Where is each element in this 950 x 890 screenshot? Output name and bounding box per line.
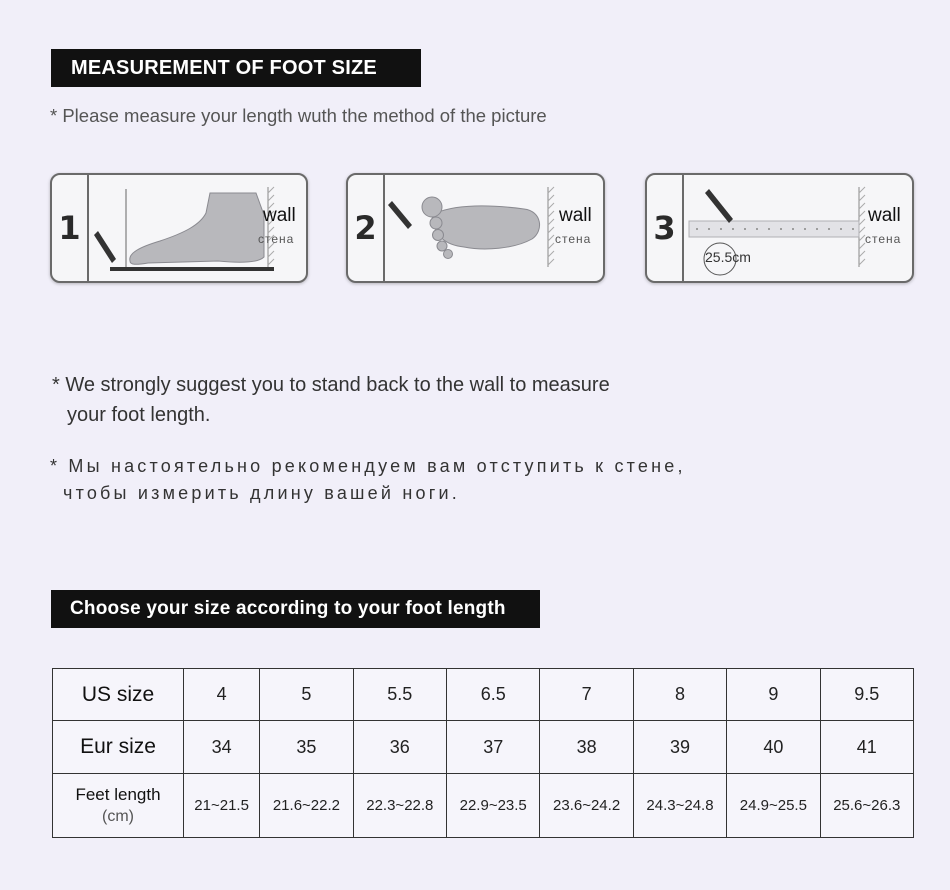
step-2-card bbox=[346, 173, 605, 283]
wall-label: wall bbox=[868, 205, 901, 226]
foot-top-icon bbox=[384, 175, 604, 281]
suggestion-ru-line1: * Мы настоятельно рекомендуем вам отступить к стене, bbox=[50, 456, 686, 476]
table-cell: 21.6~22.2 bbox=[260, 774, 353, 838]
table-row-feet-length bbox=[53, 774, 914, 838]
table-cell: 4 bbox=[184, 669, 260, 721]
size-chart-table bbox=[52, 668, 914, 838]
step-number: 3 bbox=[647, 175, 684, 281]
table-cell: 23.6~24.2 bbox=[540, 774, 633, 838]
table-cell: 39 bbox=[633, 721, 726, 774]
table-cell: 24.9~25.5 bbox=[727, 774, 820, 838]
row-header bbox=[53, 721, 184, 774]
table-cell: 25.6~26.3 bbox=[820, 774, 913, 838]
wall-label: wall bbox=[559, 205, 592, 226]
suggestion-ru-line2: чтобы измерить длину вашей ноги. bbox=[63, 483, 460, 503]
row-label: US size bbox=[81, 682, 155, 706]
measure-method-note: * Please measure your length wuth the method of the picture bbox=[50, 105, 547, 126]
row-label: Eur size bbox=[80, 735, 156, 758]
table-cell: 40 bbox=[727, 721, 820, 774]
table-cell: 9 bbox=[727, 669, 820, 721]
step-number: 2 bbox=[348, 175, 385, 281]
foot-side-icon bbox=[88, 175, 308, 281]
step-3-card bbox=[645, 173, 914, 283]
step-1-card bbox=[50, 173, 308, 283]
table-cell: 41 bbox=[820, 721, 913, 774]
table-cell: 37 bbox=[447, 721, 540, 774]
table-cell: 36 bbox=[353, 721, 446, 774]
measurement-value: 25.5cm bbox=[705, 249, 751, 265]
wall-label-ru: стена bbox=[865, 232, 902, 246]
table-cell: 9.5 bbox=[820, 669, 913, 721]
table-cell: 6.5 bbox=[447, 669, 540, 721]
wall-label-ru: стена bbox=[555, 232, 592, 246]
row-header bbox=[53, 669, 184, 721]
table-cell: 7 bbox=[540, 669, 633, 721]
row-label: Feet length bbox=[75, 784, 161, 804]
table-cell: 24.3~24.8 bbox=[633, 774, 726, 838]
size-chart-title-banner bbox=[51, 590, 540, 628]
wall-label-ru: стена bbox=[258, 232, 295, 246]
row-header bbox=[53, 774, 184, 838]
size-chart-title: Choose your size according to your foot length bbox=[70, 598, 506, 619]
table-cell: 21~21.5 bbox=[184, 774, 260, 838]
table-row-us bbox=[53, 669, 914, 721]
measurement-title: MEASUREMENT OF FOOT SIZE bbox=[71, 56, 377, 79]
row-unit: (cm) bbox=[102, 807, 134, 825]
wall-suggestion-en bbox=[52, 370, 610, 430]
table-cell: 22.9~23.5 bbox=[447, 774, 540, 838]
table-cell: 38 bbox=[540, 721, 633, 774]
table-cell: 22.3~22.8 bbox=[353, 774, 446, 838]
ruler-icon bbox=[683, 175, 913, 281]
table-cell: 5 bbox=[260, 669, 353, 721]
suggestion-en-line2: your foot length. bbox=[67, 404, 211, 426]
table-row-eur bbox=[53, 721, 914, 774]
wall-label: wall bbox=[263, 205, 296, 226]
table-cell: 8 bbox=[633, 669, 726, 721]
suggestion-en-line1: * We strongly suggest you to stand back to the wall to measure bbox=[52, 374, 610, 396]
table-cell: 5.5 bbox=[353, 669, 446, 721]
wall-suggestion-ru bbox=[50, 453, 686, 507]
table-cell: 35 bbox=[260, 721, 353, 774]
measurement-title-banner bbox=[51, 49, 421, 87]
step-number: 1 bbox=[52, 175, 89, 281]
table-cell: 34 bbox=[184, 721, 260, 774]
